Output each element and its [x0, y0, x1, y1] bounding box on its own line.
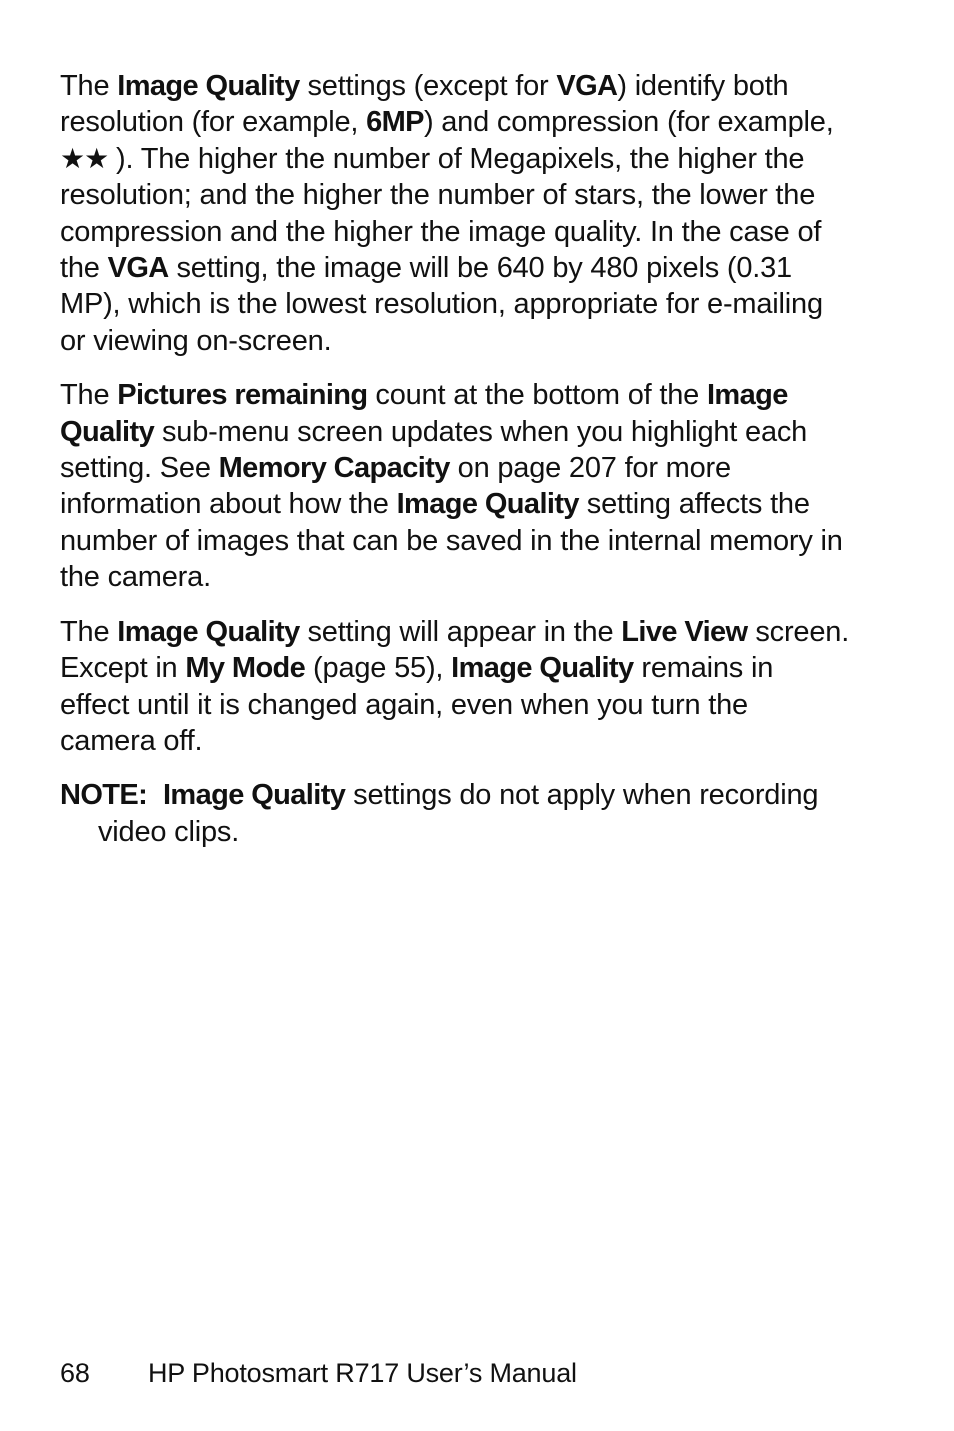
page-body: [60, 68, 850, 850]
bold-term: Image Quality: [396, 488, 579, 521]
bold-term: VGA: [107, 252, 169, 285]
bold-term: Pictures remaining: [117, 379, 368, 412]
text: sub-menu screen updates when you highlight each setting. See: [60, 415, 808, 485]
bold-term: Image Quality: [451, 652, 634, 685]
text: (page 55),: [305, 652, 452, 685]
text: settings (except for: [299, 70, 557, 102]
text: count at the bottom of the: [367, 379, 707, 412]
text: on page 207 for more information about how the: [60, 452, 731, 521]
page-footer: [60, 1356, 577, 1390]
bold-term: VGA: [556, 70, 618, 102]
bold-term: Image Quality: [162, 779, 346, 812]
bold-term: Memory Capacity: [218, 452, 450, 485]
bold-term: My Mode: [185, 652, 306, 685]
text: setting will appear in the: [299, 615, 622, 648]
text: ) and compression (for example,: [423, 106, 834, 139]
paragraph-live-view: [60, 614, 850, 760]
text: The: [60, 615, 118, 648]
text: ). The higher the number of Megapixels, the higher the resolution; and the higher the number of stars, the lower the compression and the higher the image quality. In the case of the: [60, 142, 822, 285]
text: setting, the image will be 640 by 480 pixels (0.31 MP), which is the lowest resolution, appropriate for e-mailing or viewing on-screen.: [60, 252, 823, 357]
bold-term: 6MP: [366, 106, 424, 139]
bold-term: Image Quality: [117, 615, 300, 648]
note-label: NOTE:: [60, 779, 148, 812]
bold-term: Live View: [621, 615, 748, 648]
two-stars-icon: ★★: [60, 142, 109, 174]
page-number: 68: [60, 1358, 90, 1388]
bold-term: Image Quality: [60, 379, 788, 448]
manual-title: HP Photosmart R717 User’s Manual: [148, 1358, 577, 1388]
text: ) identify both resolution (for example,: [60, 70, 789, 139]
text: settings do not apply when recording video clips.: [98, 779, 819, 848]
text: remains in effect until it is changed again, even when you turn the camera off.: [60, 652, 774, 757]
text: screen. Except in: [60, 615, 850, 685]
paragraph-image-quality-settings: [60, 68, 850, 359]
text: The: [60, 70, 118, 102]
text: The: [60, 379, 118, 412]
note-video-clips: [60, 777, 850, 850]
bold-term: Image Quality: [117, 70, 300, 102]
paragraph-pictures-remaining: [60, 377, 850, 595]
text: setting affects the number of images that can be saved in the internal memory in the camera.: [60, 488, 843, 594]
